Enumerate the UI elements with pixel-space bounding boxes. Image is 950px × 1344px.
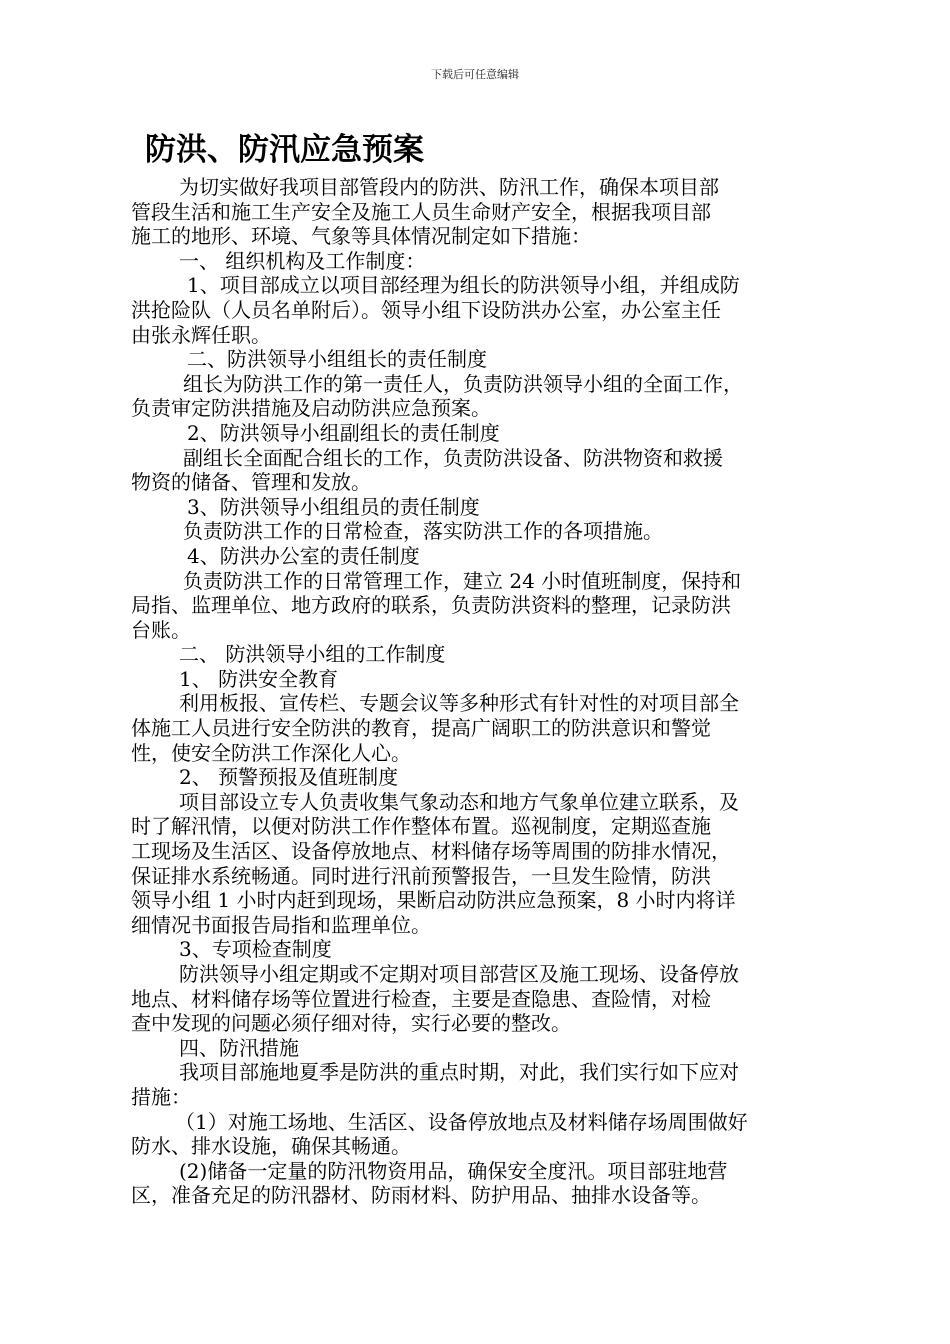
text-line: 领导小组 1 小时内赶到现场，果断启动防洪应急预案，8 小时内将详 bbox=[131, 888, 736, 913]
text-line: 管段生活和施工生产安全及施工人员生命财产安全，根据我项目部 bbox=[131, 199, 711, 224]
paragraph bbox=[131, 446, 821, 495]
text-line: 查中发现的问题必须仔细对待，实行必要的整改。 bbox=[131, 1011, 571, 1036]
text-line: 3、专项检查制度 bbox=[179, 937, 332, 962]
text-line: 性，使安全防洪工作深化人心。 bbox=[131, 740, 411, 765]
text-line: 体施工人员进行安全防洪的教育，提高广阔职工的防洪意识和警觉 bbox=[131, 716, 711, 741]
text-line: 洪抢险队（人员名单附后）。领导小组下设防洪办公室，办公室主任 bbox=[131, 297, 721, 322]
text-line: 2、防洪领导小组副组长的责任制度 bbox=[187, 420, 500, 445]
text-line: 工现场及生活区、设备停放地点、材料储存场等周围的防排水情况， bbox=[131, 839, 731, 864]
paragraph bbox=[131, 790, 821, 938]
text-line: 负责防洪工作的日常检查，落实防洪工作的各项措施。 bbox=[183, 519, 663, 544]
text-line: 时了解汛情，以便对防洪工作作整体布置。巡视制度，定期巡查施 bbox=[131, 814, 711, 839]
text-line: (2)储备一定量的防汛物资用品，确保安全度汛。项目部驻地营 bbox=[179, 1158, 728, 1183]
text-line: 措施： bbox=[131, 1084, 191, 1109]
paragraph bbox=[131, 667, 821, 692]
paragraph bbox=[131, 249, 821, 274]
text-line: 副组长全面配合组长的工作，负责防洪设备、防洪物资和救援 bbox=[183, 445, 723, 470]
paragraph bbox=[131, 273, 821, 347]
paragraph bbox=[131, 1110, 821, 1159]
document-title: 防洪、防汛应急预案 bbox=[145, 132, 424, 168]
page-header-note: 下载后可任意编辑 bbox=[431, 68, 519, 81]
paragraph bbox=[131, 569, 821, 643]
text-line: 防洪领导小组定期或不定期对项目部营区及施工现场、设备停放 bbox=[179, 962, 739, 986]
text-line: （1）对施工场地、生活区、设备停放地点及材料储存场周围做好 bbox=[175, 1109, 748, 1134]
paragraph bbox=[131, 1159, 821, 1208]
text-line: 2、 预警预报及值班制度 bbox=[179, 765, 399, 790]
text-line: 3、防洪领导小组组员的责任制度 bbox=[187, 494, 480, 519]
text-line: 细情况书面报告局指和监理单位。 bbox=[131, 912, 431, 937]
paragraph bbox=[131, 642, 821, 667]
text-line: 负责防洪工作的日常管理工作，建立 24 小时值班制度，保持和 bbox=[183, 568, 742, 593]
text-line: 防水、排水设施，确保其畅通。 bbox=[131, 1134, 411, 1159]
text-line: 保证排水系统畅通。同时进行汛前预警报告，一旦发生险情，防洪 bbox=[131, 863, 711, 888]
paragraph bbox=[131, 421, 821, 446]
text-line: 施工的地形、环境、气象等具体情况制定如下措施： bbox=[131, 224, 591, 249]
paragraph bbox=[131, 175, 821, 249]
text-line: 1、项目部成立以项目部经理为组长的防洪领导小组，并组成防 bbox=[187, 273, 740, 298]
text-line: 地点、材料储存场等位置进行检查，主要是查隐患、查险情，对检 bbox=[131, 986, 711, 1011]
text-line: 4、防洪办公室的责任制度 bbox=[187, 543, 420, 568]
text-line: 一、 组织机构及工作制度： bbox=[179, 248, 426, 273]
paragraph bbox=[131, 372, 821, 421]
paragraph bbox=[131, 1036, 821, 1061]
text-line: 组长为防洪工作的第一责任人，负责防洪领导小组的全面工作， bbox=[183, 371, 743, 396]
paragraph bbox=[131, 765, 821, 790]
paragraph bbox=[131, 1060, 821, 1109]
text-line: 为切实做好我项目部管段内的防洪、防汛工作，确保本项目部 bbox=[179, 175, 719, 199]
paragraph bbox=[131, 937, 821, 962]
text-line: 物资的储备、管理和发放。 bbox=[131, 470, 371, 495]
text-line: 项目部设立专人负责收集气象动态和地方气象单位建立联系，及 bbox=[179, 789, 739, 814]
text-line: 我项目部施地夏季是防洪的重点时期，对此，我们实行如下应对 bbox=[179, 1060, 739, 1085]
text-line: 台账。 bbox=[131, 617, 191, 642]
text-line: 负责审定防洪措施及启动防洪应急预案。 bbox=[131, 396, 491, 421]
text-line: 二、防洪领导小组组长的责任制度 bbox=[187, 347, 487, 372]
paragraph bbox=[131, 544, 821, 569]
text-line: 区，准备充足的防汛器材、防雨材料、防护用品、抽排水设备等。 bbox=[131, 1183, 711, 1208]
text-line: 由张永辉任职。 bbox=[131, 322, 271, 347]
paragraph bbox=[131, 691, 821, 765]
document-body bbox=[131, 175, 821, 1208]
paragraph bbox=[131, 495, 821, 520]
text-line: 利用板报、宣传栏、专题会议等多种形式有针对性的对项目部全 bbox=[179, 691, 739, 716]
text-line: 四、防汛措施 bbox=[179, 1035, 299, 1060]
text-line: 局指、监理单位、地方政府的联系，负责防洪资料的整理，记录防洪 bbox=[131, 593, 731, 618]
paragraph bbox=[131, 347, 821, 372]
paragraph bbox=[131, 962, 821, 1036]
text-line: 二、 防洪领导小组的工作制度 bbox=[179, 642, 446, 667]
text-line: 1、 防洪安全教育 bbox=[179, 666, 339, 691]
paragraph bbox=[131, 519, 821, 544]
